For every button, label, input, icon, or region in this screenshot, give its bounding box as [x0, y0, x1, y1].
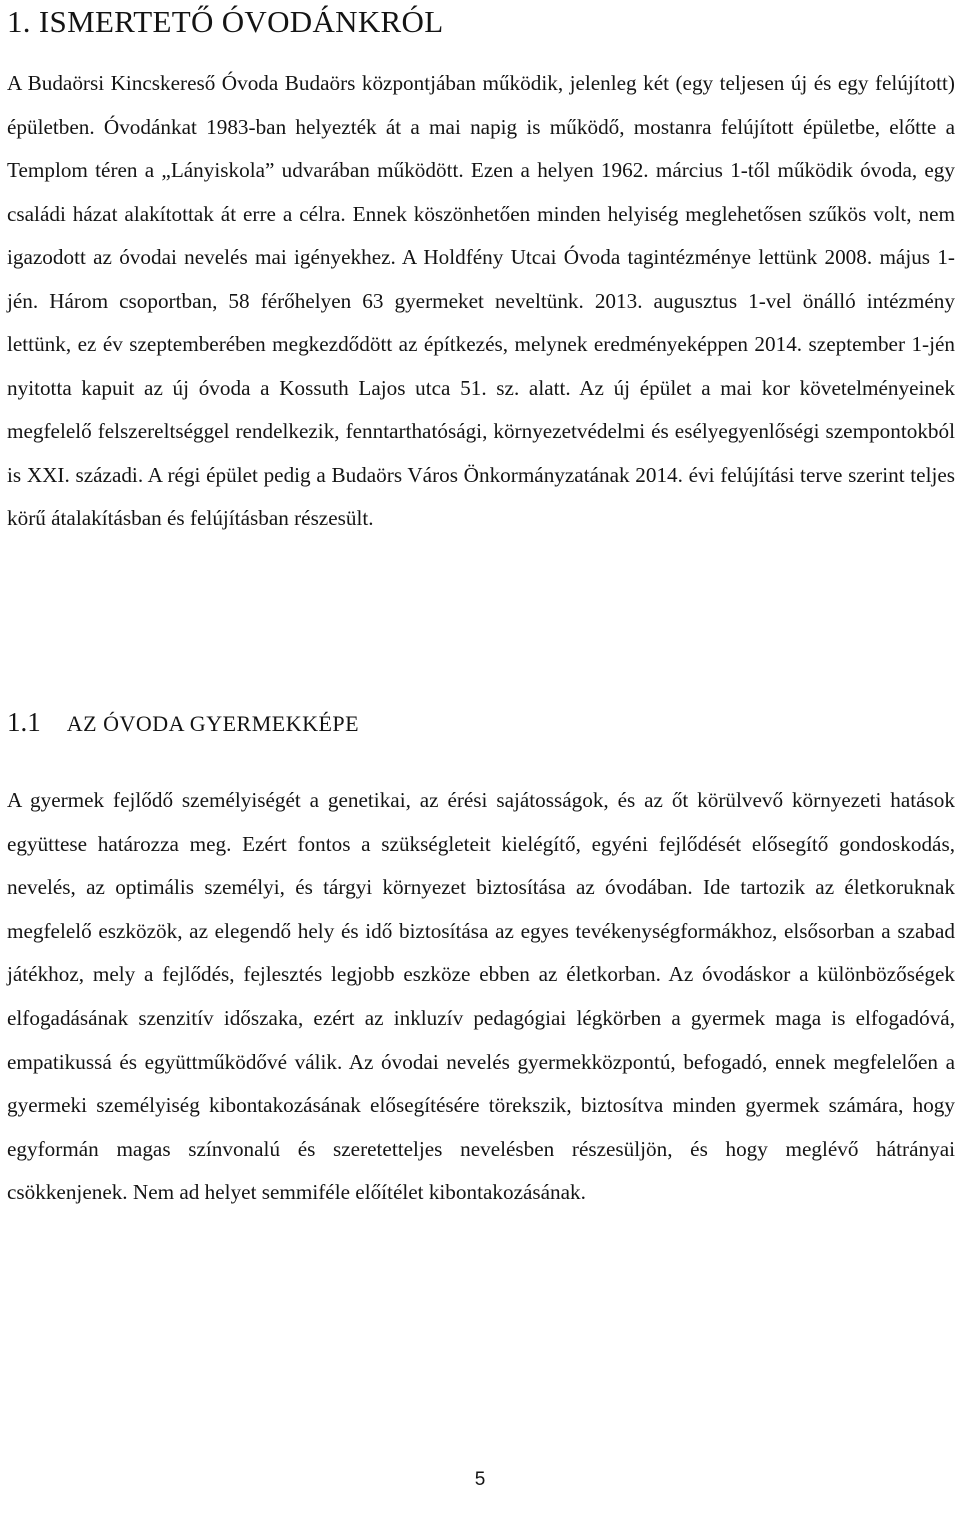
child-image-paragraph: A gyermek fejlődő személyiségét a genetikai, az érési sajátosságok, és az őt körülvevő környezeti hatások együttese határozza meg. Ezért fontos a szükségleteit kielégítő, egyéni fejlődését elősegítő gondoskodás, nevelés, az optimális személyi, és tárgyi környezet biztosítása az óvodában. Ide tartozik az életkoruknak megfelelő eszközök, az elegendő hely és idő biztosítása az egyes tevékenységformákhoz, elsősorban a szabad játékhoz, mely a fejlődés, fejlesztés legjobb eszköze ebben az életkorban. Az óvodáskor a különbözőségek elfogadásának szenzitív időszaka, ezért az inkluzív pedagógiai légkörben a gyermek maga is elfogadóvá, empatikussá és együttműködővé válik. Az óvodai nevelés gyermekközpontú, befogadó, ennek megfelelően a gyermeki személyiség kibontakozásának elősegítésére törekszik, biztosítva minden gyermek számára, hogy egyformán magas színvonalú és szeretetteljes nevelésben részesüljön, és hogy meglévő hátrányai csökkenjenek. Nem ad helyet semmiféle előítélet kibontakozásának. — [7, 788, 955, 1205]
section-title: ISMERTETŐ ÓVODÁNKRÓL — [38, 4, 444, 39]
section-heading — [7, 2, 907, 42]
subsection-number: 1.1 — [7, 707, 41, 737]
page-number: 5 — [474, 1469, 486, 1490]
intro-paragraph: A Budaörsi Kincskereső Óvoda Budaörs központjában működik, jelenleg két (egy teljesen új és egy felújított) épületben. Óvodánkat 1983-ban helyezték át a mai napig is működő, mostanra felújított épületbe, előtte a Templom téren a „Lányiskola” udvarában működött. Ezen a helyen 1962. március 1-től működik óvoda, egy családi házat alakítottak át erre a célra. Ennek köszönhetően minden helyiség meglehetősen szűkös volt, nem igazodott az óvodai nevelés mai igényekhez. A Holdfény Utcai Óvoda tagintézménye lettünk 2008. május 1-jén. Három csoportban, 58 férőhelyen 63 gyermeket neveltünk. 2013. augusztus 1-vel önálló intézmény lettünk, ez év szeptemberében megkezdődött az építkezés, melynek eredményeképpen 2014. szeptember 1-jén nyitotta kapuit az új óvoda a Kossuth Lajos utca 51. sz. alatt. Az új épület a mai kor követelményeinek megfelelő felszereltséggel rendelkezik, fenntarthatósági, környezetvédelmi és esélyegyenlőségi szempontokból is XXI. századi. A régi épület pedig a Budaörs Város Önkormányzatának 2014. évi felújítási terve szerint teljes körű átalakításban és felújításban részesült. — [7, 71, 955, 530]
subsection-heading — [7, 697, 907, 749]
section-number: 1. — [7, 4, 31, 39]
subsection-title: AZ ÓVODA GYERMEKKÉPE — [66, 711, 360, 736]
